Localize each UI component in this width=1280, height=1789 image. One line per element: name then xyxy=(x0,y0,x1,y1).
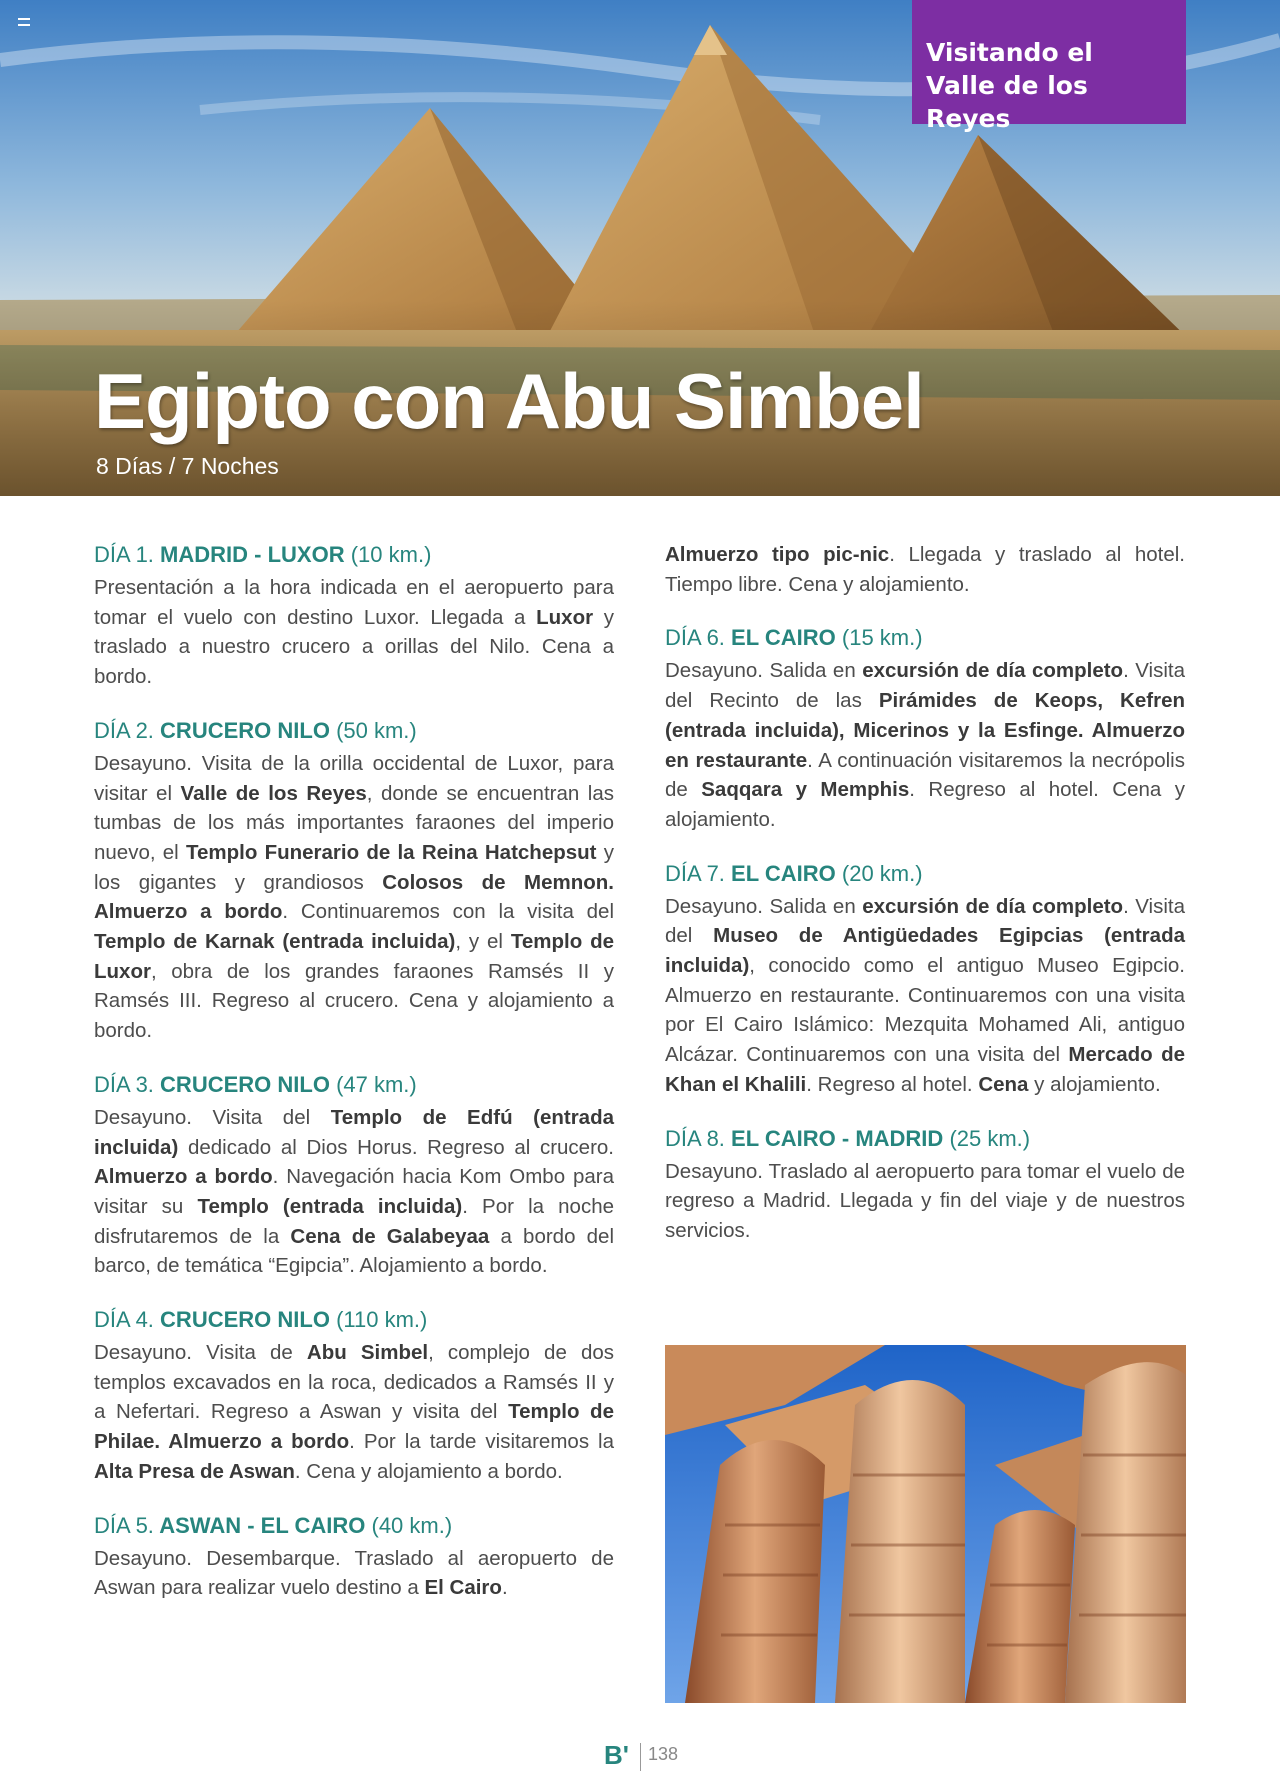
day-description: Desayuno. Salida en excursión de día completo. Visita del Museo de Antigüedades Egipcias (entrada incluida), conocido como el antiguo Museo Egipcio. Almuerzo en restaurante. Continuaremos con una visita por El Cairo Islámico: Mezquita Mohamed Ali, antiguo Alcázar. Continuaremos con una visita del Mercado de Khan el Khalili. Regreso al hotel. Cena y alojamiento. xyxy=(665,894,1185,1096)
day-4 xyxy=(94,1305,614,1487)
footer-divider xyxy=(640,1743,641,1771)
brand-logo: B' xyxy=(604,1740,629,1770)
day-description: Desayuno. Desembarque. Traslado al aeropuerto de Aswan para realizar vuelo destino a El Cairo. xyxy=(94,1546,614,1600)
itinerary-right-column xyxy=(665,540,1185,1270)
day-heading xyxy=(94,1070,614,1100)
day-distance: (47 km.) xyxy=(336,1071,417,1097)
day-label: DÍA 5. xyxy=(94,1512,154,1538)
day-route: MADRID - LUXOR xyxy=(160,542,345,567)
day-distance: (20 km.) xyxy=(841,860,923,886)
day-route: ASWAN - EL CAIRO xyxy=(159,1512,366,1538)
menu-icon xyxy=(18,18,30,26)
day-description: Desayuno. Visita de Abu Simbel, complejo de dos templos excavados en la roca, dedicados a Ramsés II y a Nefertari. Regreso a Aswan y visita del Templo de Philae. Almuerzo a bordo. Por la tarde visitaremos la Alta Presa de Aswan. Cena y alojamiento a bordo. xyxy=(94,1341,615,1483)
day-description: Desayuno. Traslado al aeropuerto para tomar el vuelo de regreso a Madrid. Llegada y fin del viaje y de nuestros servicios. xyxy=(665,1159,1185,1242)
day-route: CRUCERO NILO xyxy=(160,1071,330,1097)
day-heading xyxy=(94,540,614,570)
day-description: Presentación a la hora indicada en el aeropuerto para tomar el vuelo con destino Luxor. Llegada a Luxor y traslado a nuestro crucero a orillas del Nilo. Cena a bordo. xyxy=(94,576,615,689)
hero-banner xyxy=(0,0,1280,496)
day-distance: (50 km.) xyxy=(336,717,417,743)
day-description: Desayuno. Visita del Templo de Edfú (entrada incluida) dedicado al Dios Horus. Regreso al crucero. Almuerzo a bordo. Navegación hacia Kom Ombo para visitar su Templo (entrada incluida). Por la noche disfrutaremos de la Cena de Galabeyaa a bordo del barco, de temática “Egipcia”. Alojamiento a bordo. xyxy=(94,1105,615,1278)
day-route: CRUCERO NILO xyxy=(160,1307,330,1333)
day-distance: (15 km.) xyxy=(841,625,923,651)
day-3 xyxy=(94,1070,614,1281)
day-label: DÍA 7. xyxy=(665,860,725,886)
day-distance: (25 km.) xyxy=(949,1125,1031,1151)
duration-subtitle: 8 Días / 7 Noches xyxy=(96,453,279,479)
day-heading xyxy=(94,1511,614,1541)
itinerary-left-column xyxy=(94,540,614,1627)
day-heading xyxy=(665,1124,1185,1154)
page-number: 138 xyxy=(648,1744,679,1764)
day-5 xyxy=(94,1511,614,1603)
page-title: Egipto con Abu Simbel xyxy=(94,357,924,445)
day-route: CRUCERO NILO xyxy=(160,717,330,743)
day-label: DÍA 6. xyxy=(665,625,725,651)
day-distance: (110 km.) xyxy=(336,1307,428,1333)
day-2 xyxy=(94,716,614,1046)
day-route: EL CAIRO - MADRID xyxy=(731,1125,944,1151)
day-label: DÍA 3. xyxy=(94,1071,154,1097)
day-distance: (40 km.) xyxy=(371,1512,453,1538)
day-description: Desayuno. Visita de la orilla occidental de Luxor, para visitar el Valle de los Reyes, donde se encuentran las tumbas de los más importantes faraones del imperio nuevo, el Templo Funerario de la Reina Hatchepsut y los gigantes y grandiosos Colosos de Memnon. Almuerzo a bordo. Continuaremos con la visita del Templo de Karnak (entrada incluida), y el Templo de Luxor, obra de los grandes faraones Ramsés II y Ramsés III. Regreso al crucero. Cena y alojamiento a bordo. xyxy=(94,751,615,1043)
day-description: Desayuno. Salida en excursión de día completo. Visita del Recinto de las Pirámides de Keops, Kefren (entrada incluida), Micerinos y la Esfinge. Almuerzo en restaurante. A continuación visitaremos la necrópolis de Saqqara y Memphis. Regreso al hotel. Cena y alojamiento. xyxy=(665,659,1186,831)
day-label: DÍA 1. xyxy=(94,542,154,567)
day-1 xyxy=(94,540,614,692)
day-6 xyxy=(665,623,1185,834)
day-description: Almuerzo tipo pic-nic. Llegada y traslado al hotel. Tiempo libre. Cena y alojamiento. xyxy=(665,543,1185,596)
day-route: EL CAIRO xyxy=(731,860,836,886)
badge-tag: Visitando el Valle de los Reyes xyxy=(912,0,1186,124)
day-label: DÍA 2. xyxy=(94,717,154,743)
day-5-continuation xyxy=(665,540,1185,599)
day-7 xyxy=(665,859,1185,1100)
day-route: EL CAIRO xyxy=(731,625,836,651)
day-distance: (10 km.) xyxy=(350,542,432,567)
day-heading xyxy=(665,859,1185,889)
day-8 xyxy=(665,1124,1185,1246)
karnak-columns-photo xyxy=(665,1345,1186,1703)
day-heading xyxy=(94,1305,614,1335)
day-heading xyxy=(665,623,1185,653)
day-heading xyxy=(94,716,614,746)
day-label: DÍA 4. xyxy=(94,1307,154,1333)
day-label: DÍA 8. xyxy=(665,1125,725,1151)
